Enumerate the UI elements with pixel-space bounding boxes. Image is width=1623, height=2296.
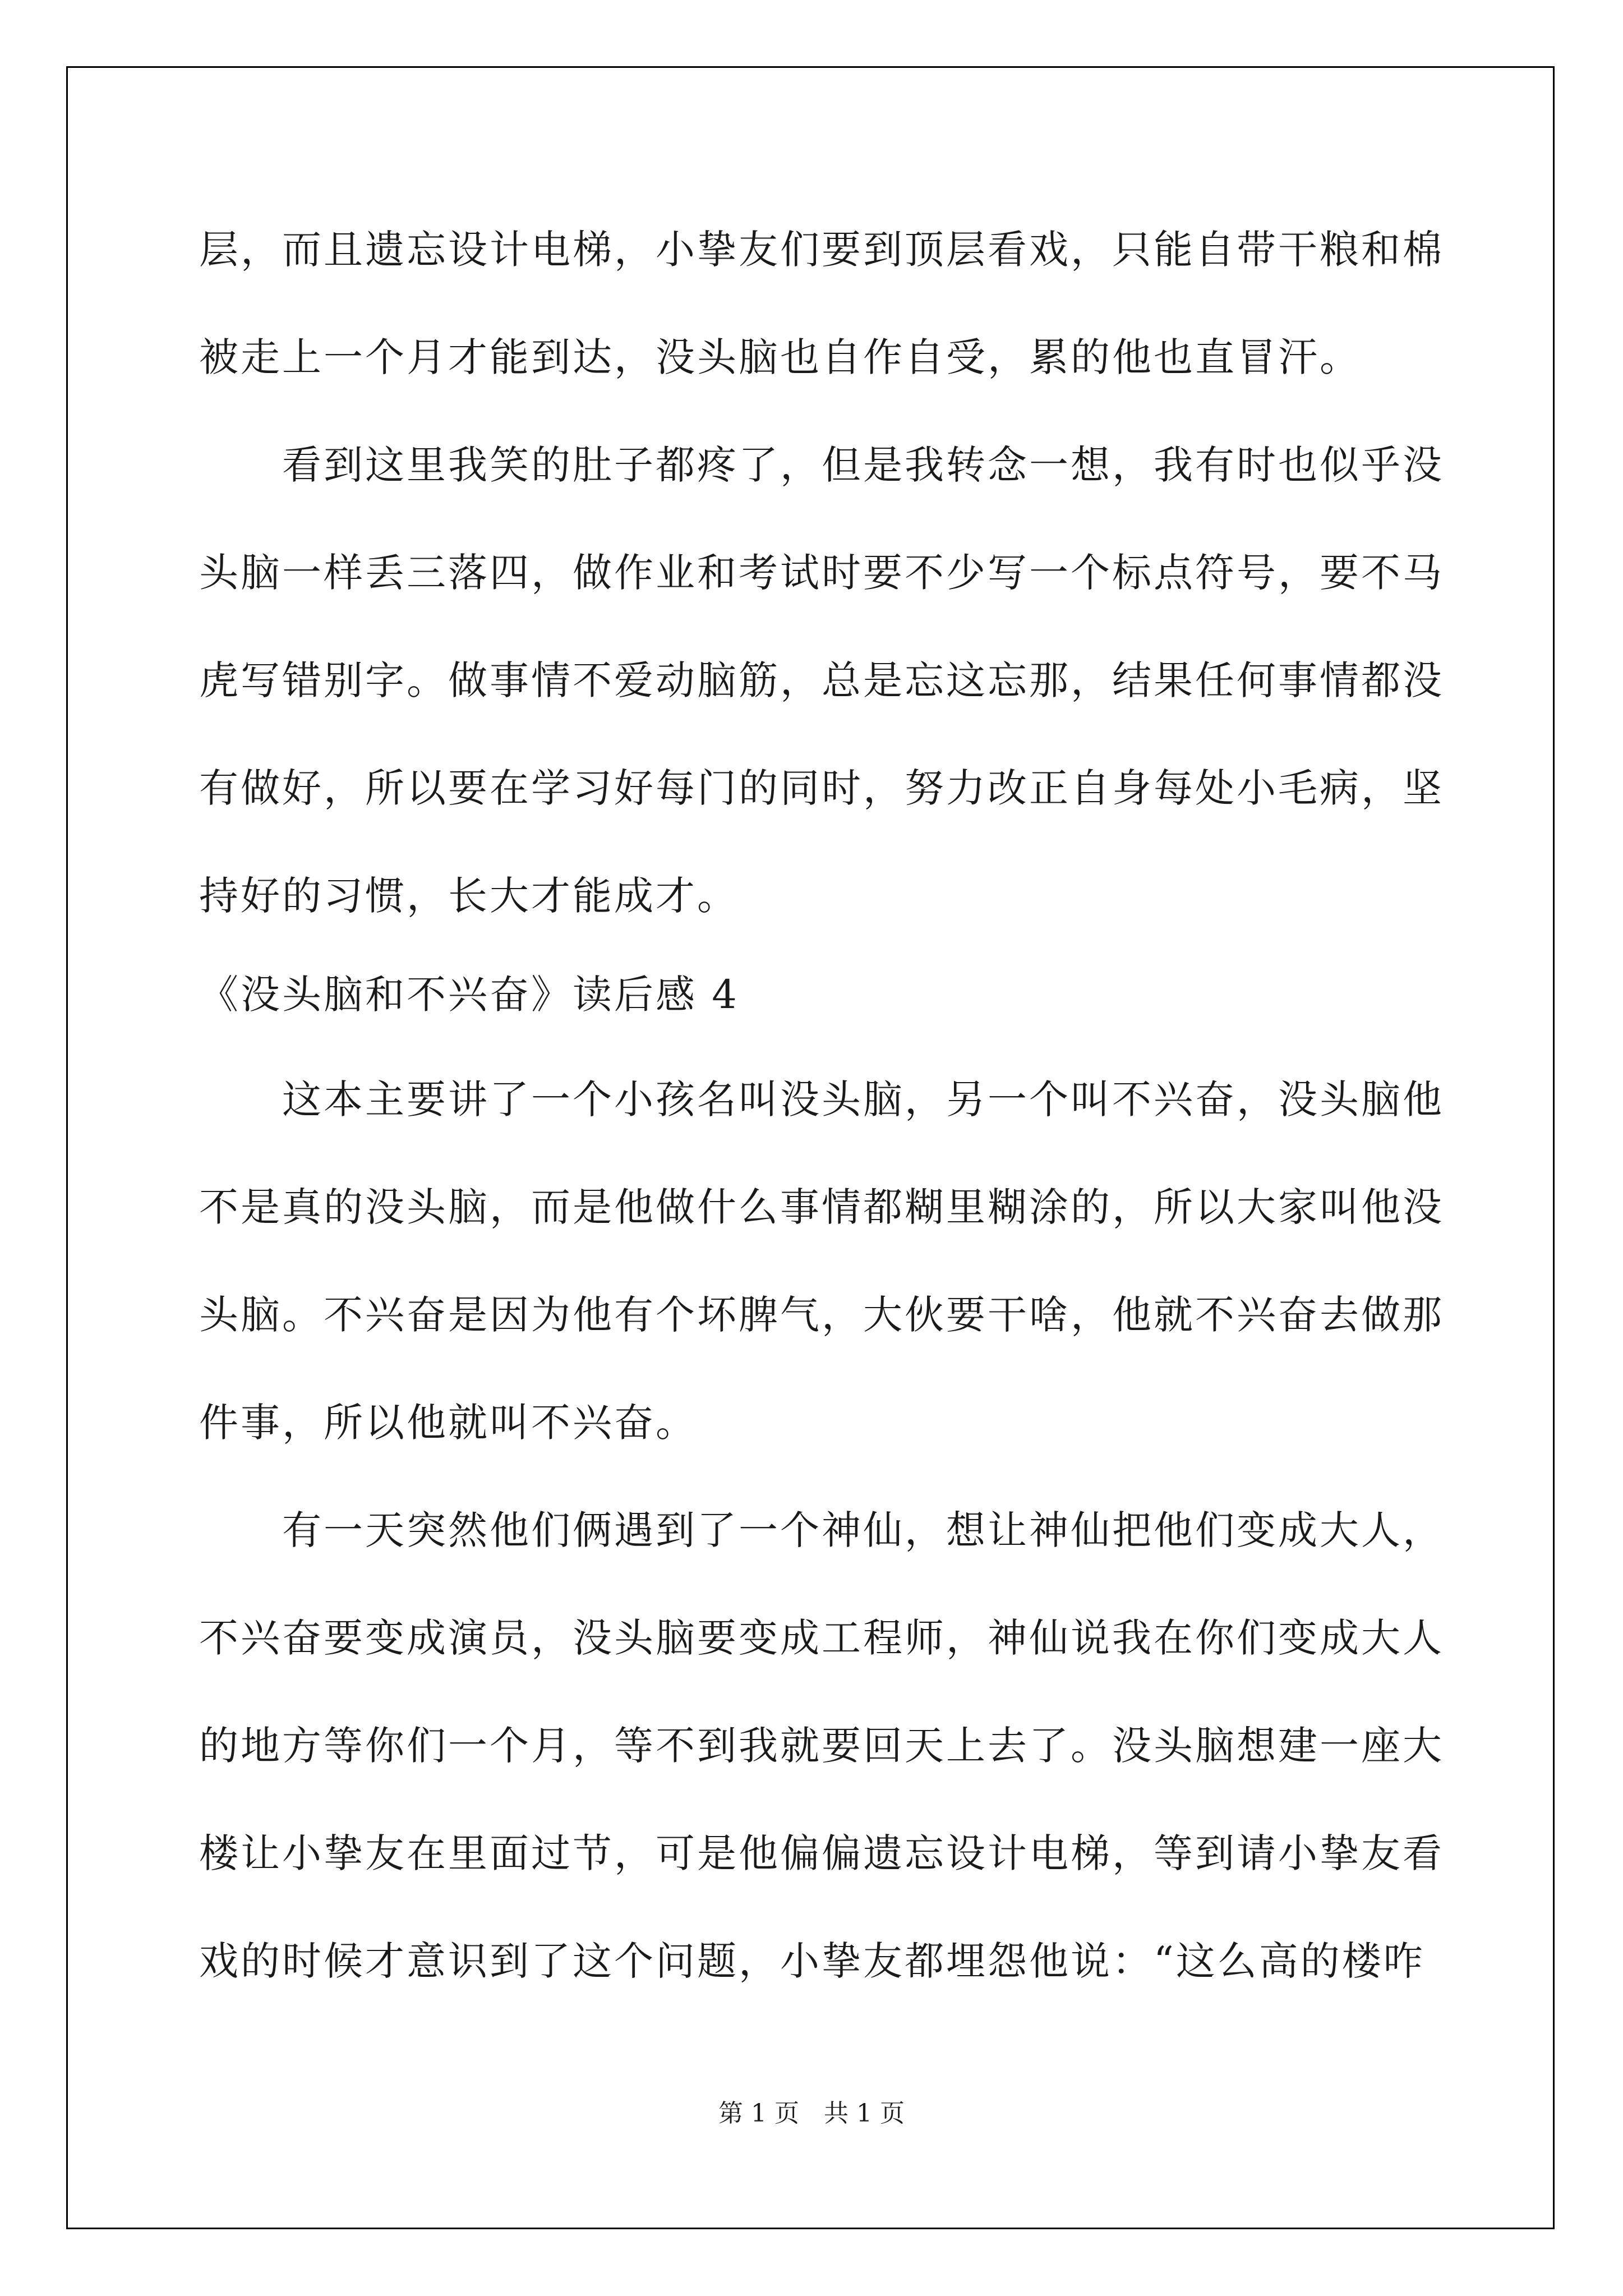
text-line: 这本主要讲了一个小孩名叫没头脑，另一个叫不兴奋，没头脑他 <box>199 1076 1444 1122</box>
text-line: 有一天突然他们俩遇到了一个神仙，想让神仙把他们变成大人， <box>199 1507 1444 1553</box>
text-line: 虎写错别字。做事情不爱动脑筋，总是忘这忘那，结果任何事情都没 <box>199 657 1444 703</box>
text-line: 层，而且遗忘设计电梯，小挚友们要到顶层看戏，只能自带干粮和棉 <box>199 227 1444 273</box>
text-line: 被走上一个月才能到达，没头脑也自作自受，累的他也直冒汗。 <box>199 334 1361 380</box>
text-line: 有做好，所以要在学习好每门的同时，努力改正自身每处小毛病，坚 <box>199 765 1444 811</box>
text-line: 不是真的没头脑，而是他做什么事情都糊里糊涂的，所以大家叫他没 <box>199 1184 1444 1230</box>
text-line: 头脑。不兴奋是因为他有个坏脾气，大伙要干啥，他就不兴奋去做那 <box>199 1292 1444 1338</box>
section-heading: 《没头脑和不兴奋》读后感 4 <box>199 972 739 1018</box>
text-line: 的地方等你们一个月，等不到我就要回天上去了。没头脑想建一座大 <box>199 1723 1444 1769</box>
text-line: 件事，所以他就叫不兴奋。 <box>199 1400 697 1446</box>
text-line: 持好的习惯，长大才能成才。 <box>199 873 739 919</box>
text-line: 头脑一样丢三落四，做作业和考试时要不少写一个标点符号，要不马 <box>199 550 1444 596</box>
text-line: 楼让小挚友在里面过节，可是他偏偏遗忘设计电梯，等到请小挚友看 <box>199 1830 1444 1876</box>
page-number-footer: 第 1 页 共 1 页 <box>718 2099 905 2128</box>
text-line: 看到这里我笑的肚子都疼了，但是我转念一想，我有时也似乎没 <box>199 442 1444 488</box>
text-line: 戏的时候才意识到了这个问题，小挚友都埋怨他说：“这么高的楼咋 <box>199 1938 1425 1984</box>
page-border <box>66 66 1555 2229</box>
text-line: 不兴奋要变成演员，没头脑要变成工程师，神仙说我在你们变成大人 <box>199 1615 1444 1661</box>
